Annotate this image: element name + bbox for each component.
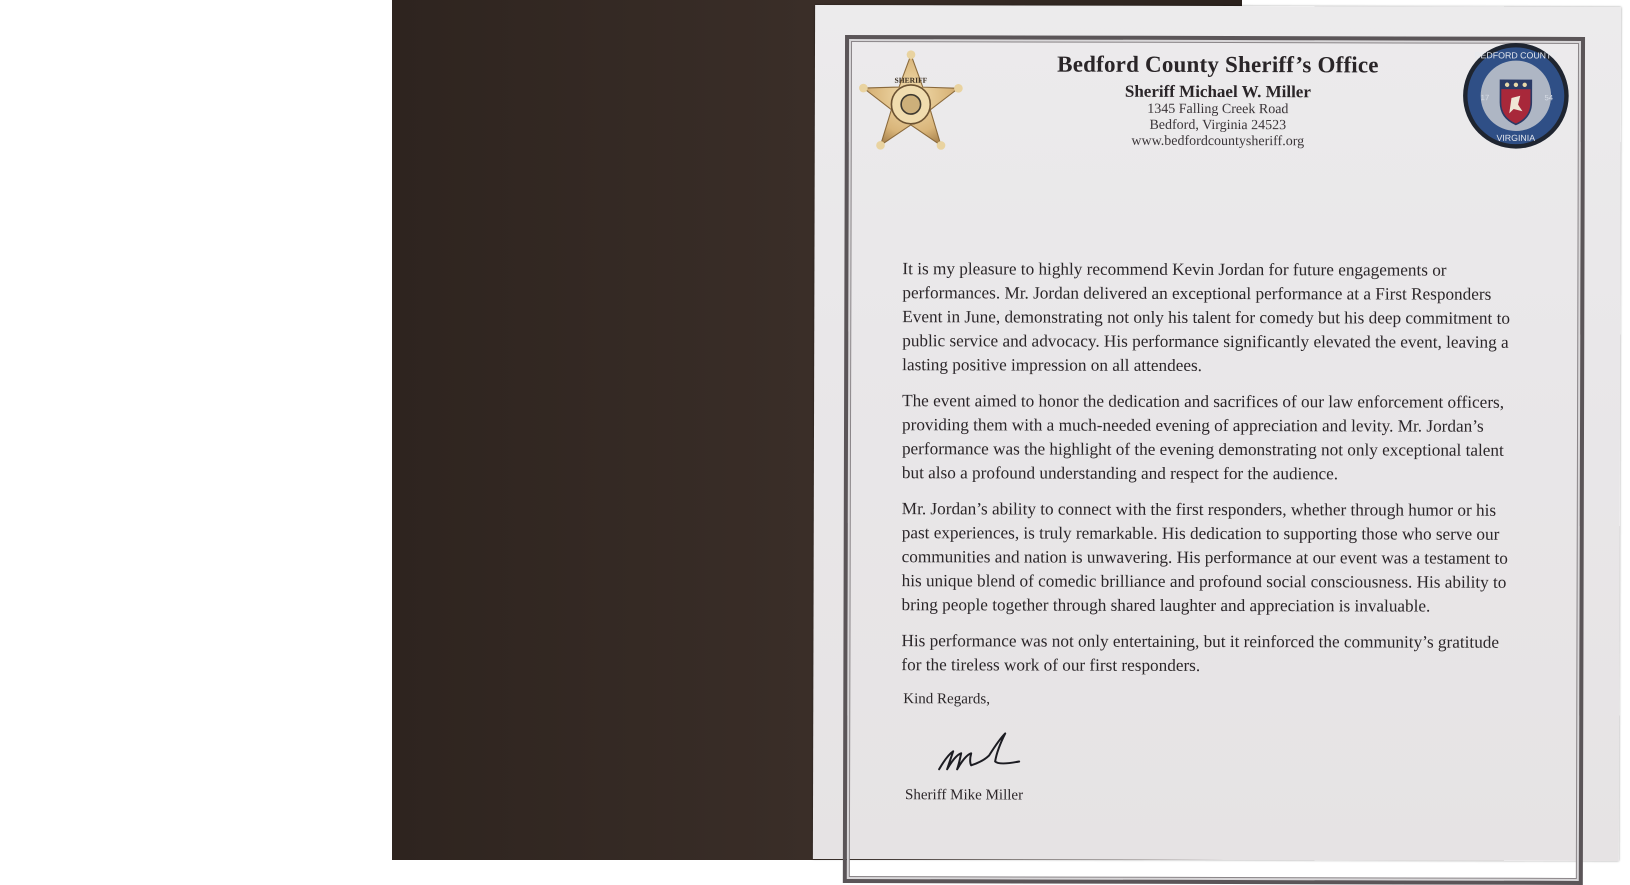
address-line1: 1345 Falling Creek Road <box>1147 101 1289 118</box>
county-seal-icon <box>1461 41 1571 151</box>
paragraph-4: His performance was not only entertaining, but it reinforced the community’s gratitude for the tireless work of our first responders. <box>901 631 1500 675</box>
letter-page <box>813 5 1621 861</box>
seal-year-left: 17 <box>1480 93 1490 103</box>
org-name: Bedford County Sheriff’s Office <box>1057 51 1379 78</box>
seal-year-right: 54 <box>1544 93 1554 103</box>
letter-body <box>901 257 1512 691</box>
signer-name: Sheriff Mike Miller <box>905 787 1024 804</box>
paragraph-1: It is my pleasure to highly recommend Kevin Jordan for future engagements or performances. Mr. Jordan delivered an exceptional performance at a First Responders Event in June, demonstrating not only his talent for comedy but his deep commitment to public service and advocacy. His performance significantly elevated the event, leaving a lasting positive impression on all attendees. <box>902 259 1510 375</box>
handwritten-signature-icon <box>933 725 1033 775</box>
website: www.bedfordcountysheriff.org <box>1131 133 1305 150</box>
closing-salutation: Kind Regards, <box>903 691 990 708</box>
seal-bottom-text: VIRGINIA <box>1496 132 1536 143</box>
sheriff-name: Sheriff Michael W. Miller <box>1124 81 1311 102</box>
paragraph-2: The event aimed to honor the dedication and sacrifices of our law enforcement officers, providing them with a much-needed evening of appreciation and levity. Mr. Jordan’s performance was the highlight of the evening demonstrating not only exceptional talent but also a profound understanding and respect for the audience. <box>901 391 1505 484</box>
address-line2: Bedford, Virginia 24523 <box>1149 117 1287 134</box>
badge-top-text: SHERIFF <box>894 75 928 85</box>
paragraph-3: Mr. Jordan’s ability to connect with the first responders, whether through humor or his past experiences, is truly remarkable. His dedication to supporting those who serve our communities and nation is unwavering. His performance at our event was a testament to his unique blend of comedic brilliance and profound social consciousness. His ability to bring people together through shared laughter and appreciation is invaluable. <box>901 499 1508 616</box>
seal-top-text: BEDFORD COUNTY <box>1474 50 1558 61</box>
photo-background <box>392 0 1558 860</box>
